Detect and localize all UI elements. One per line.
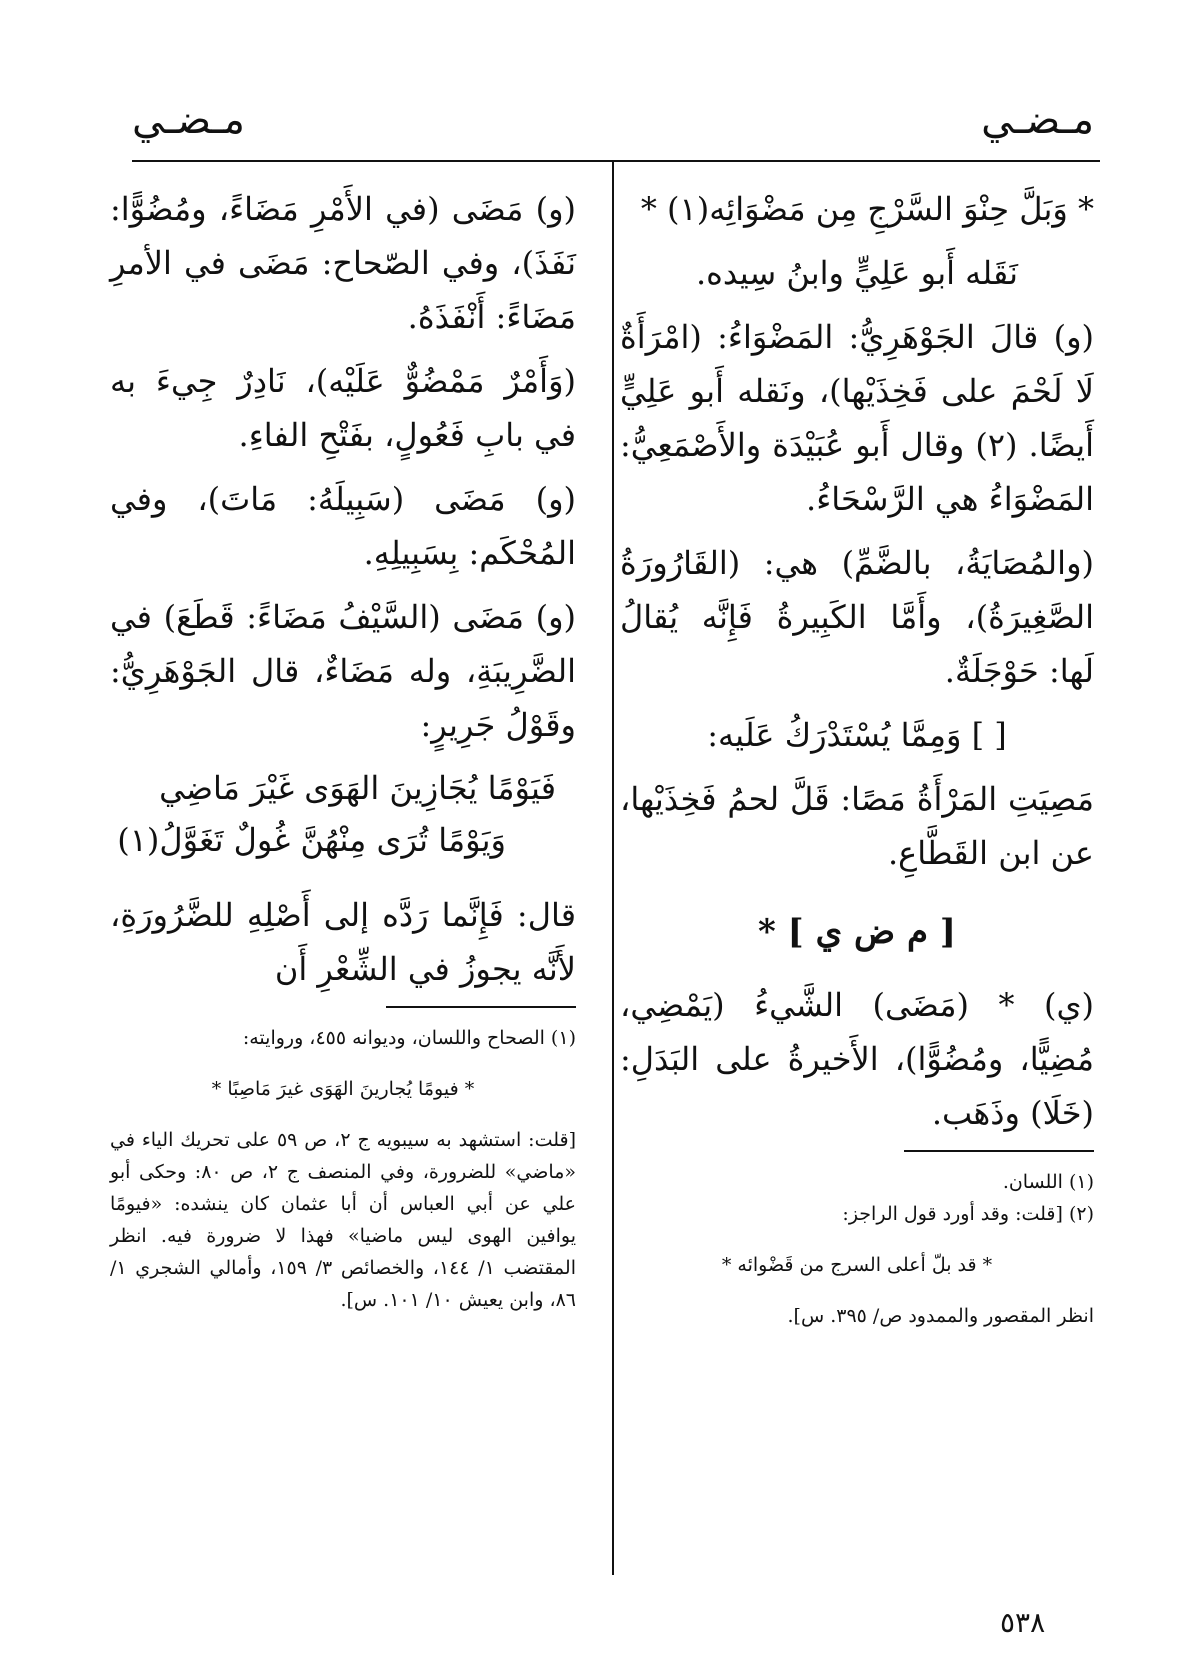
paragraph: (و) مَضَى (السَّيْفُ مَضَاءً: قَطَعَ) في الضَّرِيبَةِ، وله مَضَاءٌ، قال الجَوْهَرِيُّ: وقَوْلُ جَرِيرٍ: bbox=[110, 598, 576, 744]
poem bbox=[110, 762, 576, 866]
running-head-right: مـضـي bbox=[981, 97, 1094, 143]
paragraph: (ي) * (مَضَى) الشَّيءُ (يَمْضِي، مُضِيًّا، ومُضُوًّا)، الأَخيرةُ على البَدَلِ: (خَلَا) وذَهَب. bbox=[620, 986, 1094, 1132]
paragraph: (و) مَضَى (في الأَمْرِ مَضَاءً، ومُضُوًّا: نَفَذَ)، وفي الصّحاح: مَضَى في الأمرِ مَضَاءً: أَنْفَذَهُ. bbox=[110, 190, 576, 336]
paragraph: مَصِيَتِ المَرْأَةُ مَصًا: قَلَّ لحمُ فَخِذَيْها، عن ابن القَطَّاعِ. bbox=[620, 780, 1094, 872]
page-number: ٥٣٨ bbox=[1000, 1606, 1046, 1639]
footnote-rule bbox=[386, 1006, 576, 1008]
footnote: (٢) [قلت: وقد أورد قول الراجز: bbox=[842, 1203, 1094, 1225]
paragraph: (و) قالَ الجَوْهَرِيُّ: المَضْوَاءُ: (امْرَأَةٌ لَا لَحْمَ على فَخِذَيْها)، ونَقله أَبو عَلِيٍّ أَيضًا. (٢) وقال أَبو عُبَيْدَة والأَصْمَعِيُّ: المَضْوَاءُ هي الرَّسْحَاءُ. bbox=[620, 318, 1095, 518]
paragraph: (و) مَضَى (سَبِيلَهُ: مَاتَ)، وفي المُحْكَم: بِسَبِيلِهِ. bbox=[110, 480, 576, 572]
right-column bbox=[620, 182, 1094, 1332]
paragraph: (وَأَمْرٌ مَمْضُوٌّ عَلَيْه)، نَادِرٌ جِيءَ به في بابِ فَعُولٍ، بفَتْحِ الفاءِ. bbox=[110, 362, 576, 454]
footnote: انظر المقصور والممدود ص/ ٣٩٥. س]. bbox=[787, 1305, 1094, 1327]
footnote: [قلت: استشهد به سيبويه ج ٢، ص ٥٩ على تحريك الياء في «ماضي» للضرورة، وفي المنصف ج ٢، ص ٨٠: وحكى أبو علي عن أبي العباس أن أبا عثمان كان ينشده: «فيومًا يوافين الهوى ليس ماضيا» فهذا لا ضرورة فيه. انظر المقتضب ١/ ١٤٤، والخصائص ٣/ ١٥٩، وأمالي الشجري ١/ ٨٦، وابن يعيش ١٠/ ١٠١. س]. bbox=[110, 1129, 577, 1311]
paragraph: (والمُصَايَةُ، بالضَّمِّ) هي: (القَارُورَةُ الصَّغِيرَةُ)، وأَمَّا الكَبِيرةُ فَإِنَّه يُقالُ لَها: حَوْجَلَةٌ. bbox=[620, 544, 1094, 690]
footnote-verse: * قد بلّ أعلى السرج من قَضْوائه * bbox=[721, 1254, 993, 1276]
column-divider bbox=[612, 160, 614, 1575]
poem-hemistich: فَيَوْمًا يُجَازِينَ الهَوَى غَيْرَ مَاضِي bbox=[159, 769, 556, 807]
addendum-heading: [ ] وَمِمَّا يُسْتَدْرَكُ عَلَيه: bbox=[707, 716, 1007, 754]
footnote: (١) الصحاح واللسان، وديوانه ٤٥٥، وروايته: bbox=[242, 1027, 576, 1049]
running-head-left: مـضـي bbox=[132, 97, 245, 143]
footnote-verse: * فيومًا يُجارينَ الهَوَى غيرَ مَاصِبًا * bbox=[211, 1078, 475, 1100]
footnote-rule bbox=[904, 1150, 1094, 1152]
left-column bbox=[110, 182, 576, 1316]
header-rule bbox=[132, 160, 1100, 162]
verse-line: * وَبَلَّ حِنْوَ السَّرْجِ مِن مَضْوَائِه(١) * bbox=[640, 190, 1094, 228]
footnote: (١) اللسان. bbox=[1002, 1171, 1094, 1193]
poem-hemistich: وَيَوْمًا تُرَى مِنْهُنَّ غُولٌ تَغَوَّلُ(١) bbox=[117, 821, 506, 859]
paragraph: نَقَله أَبو عَلِيٍّ وابنُ سِيده. bbox=[695, 254, 1019, 292]
root-entry-heading: [ م ض ي ] * bbox=[758, 912, 956, 952]
paragraph: قال: فَإِنَّما رَدَّه إلى أَصْلِهِ للضَّرُورَةِ، لأَنَّه يجوزُ في الشِّعْرِ أَن bbox=[110, 896, 576, 988]
